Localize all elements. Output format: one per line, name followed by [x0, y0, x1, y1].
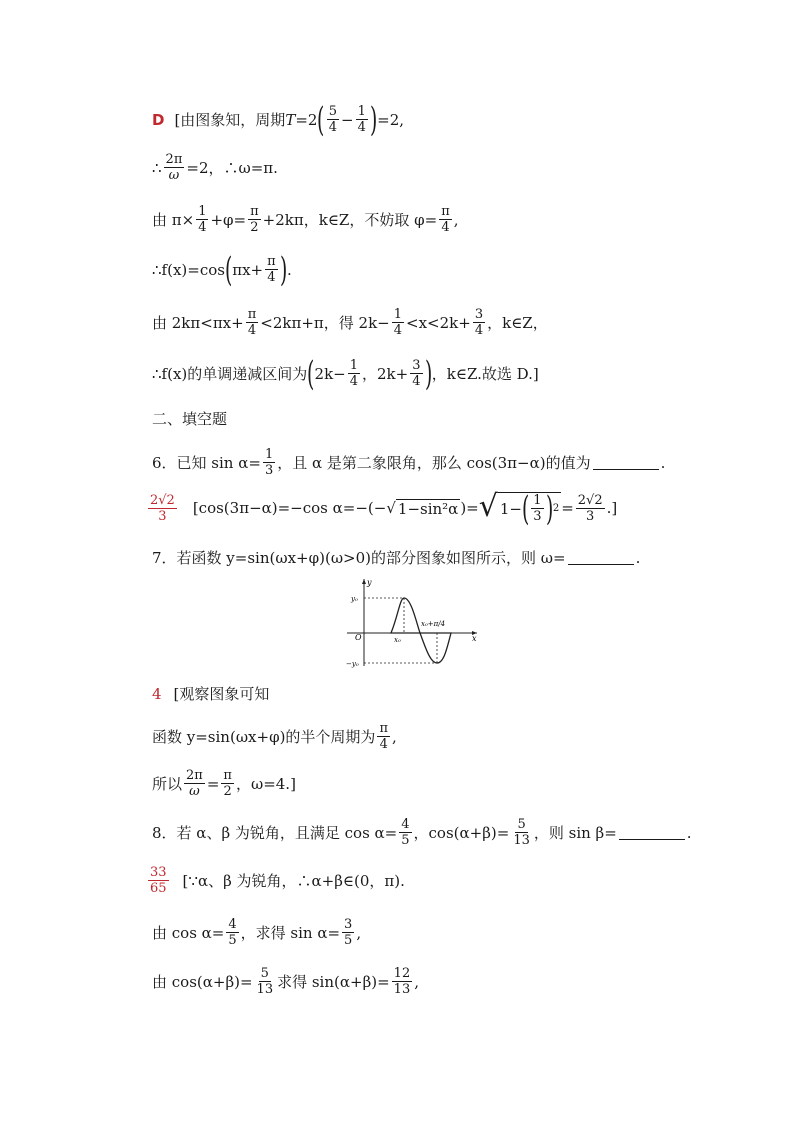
answer-fraction: $\frac{33}{65}$: [150, 865, 167, 896]
text: ∴f(x)=cos: [152, 260, 225, 279]
q5-solution-line2: [152, 152, 278, 183]
text: ，ω=4.]: [235, 775, 296, 793]
fraction: $\frac{5}{13}$: [513, 817, 530, 848]
section-heading: [152, 408, 227, 429]
text: ,: [453, 210, 459, 229]
fraction: $\frac{\pi}{4}$: [247, 307, 257, 338]
fraction: $\frac{3}{4}$: [412, 358, 421, 389]
y0-label: y₀: [351, 595, 358, 603]
text: =: [561, 499, 574, 517]
paren: (: [224, 249, 233, 290]
y-arrow: [362, 579, 366, 584]
text: ，2k+: [362, 365, 409, 383]
q7-stem: [152, 547, 640, 568]
text: =2: [295, 110, 318, 129]
q6-solution: [146, 488, 618, 529]
q5-solution-line6: [152, 353, 539, 394]
text: [cos(3π−α)=−cos α=−(−: [192, 499, 387, 517]
text: ，求得 sin α=: [240, 924, 341, 942]
q8-solution-line2: [152, 917, 361, 948]
text: [∵α、β 为锐角，∴α+β∈(0，π).: [182, 872, 405, 890]
fraction: $\frac{1}{3}$: [264, 447, 274, 478]
fraction: $\frac{5}{13}$: [256, 966, 274, 997]
q8-solution-line3: [152, 966, 419, 997]
text: 8．若 α、β 为锐角，且满足 cos α=: [152, 824, 398, 842]
text: πx+: [232, 260, 264, 279]
fraction: $\frac{\pi}{2}$: [250, 204, 259, 235]
fraction: $\frac{3}{5}$: [344, 917, 353, 948]
x0-pi4-label: x₀+π/4: [421, 620, 446, 628]
q5-solution-line3: [152, 204, 459, 235]
q6-stem: [152, 447, 665, 478]
text: ∴: [152, 158, 162, 177]
text: ,: [391, 727, 397, 746]
text: 由 cos α=: [152, 924, 225, 942]
text: ，k∈Z.故选 D.]: [431, 365, 539, 383]
text: −: [341, 110, 354, 129]
neg-y0-label: −y₀: [346, 660, 359, 668]
fraction: $\frac{3}{4}$: [474, 307, 484, 338]
fraction: $\frac{2√2}{3}$: [577, 492, 603, 524]
origin-label: O: [355, 633, 362, 642]
fraction: $\frac{2\pi}{\omega}$: [165, 152, 183, 183]
paren: (: [317, 99, 325, 140]
answer-blank: [568, 550, 634, 565]
q7-solution-line2: [152, 721, 397, 752]
text: +2kπ，k∈Z，不妨取 φ=: [262, 211, 438, 229]
sqrt: √ 1−sin²α: [386, 498, 459, 518]
fraction: $\frac{12}{13}$: [393, 966, 411, 997]
q5-solution-line4: [152, 249, 292, 290]
text: +φ=: [210, 210, 247, 229]
text: 由 π×: [152, 211, 195, 229]
x-label: x: [472, 634, 477, 643]
q8-solution-line1: [146, 865, 405, 896]
q5-solution-line5: [152, 307, 548, 338]
text: 7．若函数 y=sin(ωx+φ)(ω>0)的部分图象如图所示，则 ω=: [152, 549, 566, 567]
paren: (: [307, 353, 315, 394]
sine-curve: [391, 598, 451, 663]
q8-stem: [152, 817, 692, 848]
text: .: [660, 453, 666, 472]
paren: ): [369, 99, 378, 140]
text: ，且 α 是第二象限角，那么 cos(3π−α)的值为: [277, 454, 591, 472]
fraction: $\frac{1}{4}$: [357, 104, 366, 135]
text: ∴f(x)的单调递减区间为: [152, 365, 308, 383]
fraction: $\frac{4}{5}$: [228, 917, 237, 948]
paren: ): [279, 249, 287, 290]
paren: ): [424, 353, 432, 394]
fraction: $\frac{5}{4}$: [328, 104, 337, 135]
text: 由 cos(α+β)=: [152, 973, 253, 991]
q7-solution-line3: [152, 768, 296, 799]
y-label: y: [367, 578, 372, 587]
fraction: $\frac{\pi}{2}$: [223, 768, 232, 799]
answer-blank: [593, 455, 659, 470]
q7-solution-line1: [152, 683, 269, 704]
text: <2kπ+π，得 2k−: [260, 314, 390, 332]
text: <x<2k+: [406, 313, 471, 332]
text: ，则 sin β=: [533, 824, 617, 842]
text: )=: [460, 499, 479, 517]
answer-value: 4: [152, 684, 162, 703]
text: ，k∈Z，: [487, 314, 548, 332]
text: .: [635, 548, 641, 567]
fraction: $\frac{1}{4}$: [349, 358, 359, 389]
text: 所以: [152, 775, 183, 793]
fraction: $\frac{\pi}{4}$: [267, 254, 276, 285]
answer-fraction: $\frac{2√2}{3}$: [150, 492, 175, 524]
var-T: T: [285, 110, 296, 129]
text: [观察图象可知: [173, 685, 270, 703]
answer-letter: D: [152, 110, 165, 129]
text: [由图象知，周期: [174, 111, 286, 129]
fraction: $\frac{\pi}{4}$: [441, 204, 450, 235]
text: =2，∴ω=π.: [186, 159, 278, 177]
fraction: $\frac{1}{4}$: [393, 307, 403, 338]
text: .: [686, 823, 692, 842]
sine-graph: [337, 576, 482, 669]
text: .]: [606, 499, 618, 517]
text: =2,: [377, 110, 405, 129]
answer-blank: [619, 825, 685, 840]
text: 6．已知 sin α=: [152, 454, 261, 472]
section-title: 二、填空题: [152, 410, 228, 428]
text: 求得 sin(α+β)=: [277, 973, 390, 991]
text: ，cos(α+β)=: [413, 824, 510, 842]
text: 2k−: [314, 364, 346, 383]
text: ,: [414, 972, 419, 991]
fraction: $\frac{\pi}{4}$: [379, 721, 388, 752]
text: =: [206, 774, 220, 793]
text: .: [286, 260, 292, 279]
text: 由 2kπ<πx+: [152, 314, 244, 332]
q5-solution-line1: [152, 99, 405, 140]
x0-label: x₀: [394, 636, 401, 644]
fraction: $\frac{2\pi}{\omega}$: [186, 768, 203, 799]
text: 函数 y=sin(ωx+φ)的半个周期为: [152, 728, 376, 746]
fraction: $\frac{4}{5}$: [401, 817, 410, 848]
text: ,: [356, 923, 362, 942]
sqrt: √ 1− ( $\frac{1}{3}$ ) 2: [478, 488, 560, 529]
fraction: $\frac{1}{4}$: [198, 204, 207, 235]
